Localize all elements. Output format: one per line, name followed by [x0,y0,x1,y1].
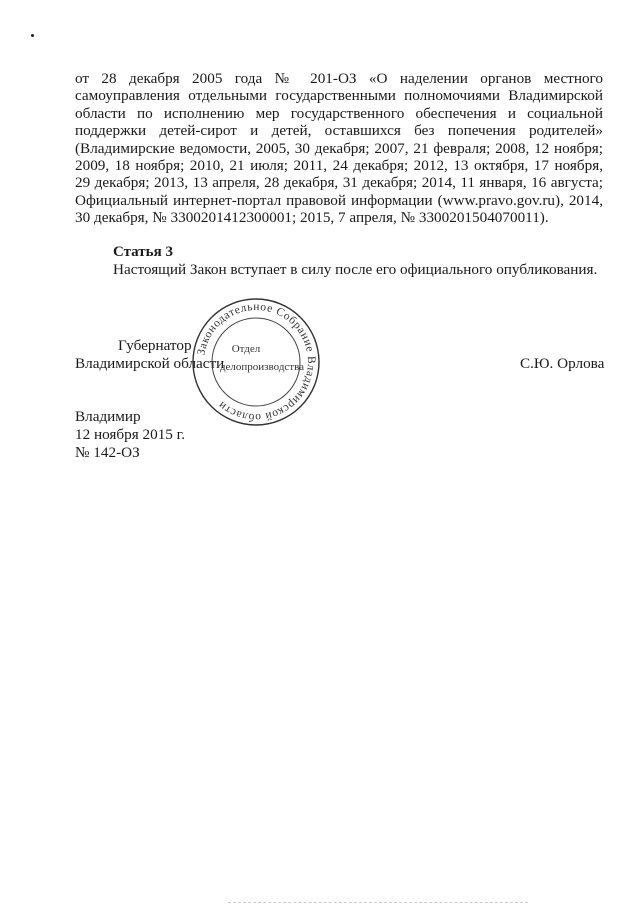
paragraph-line: Официальный интернет-портал правовой информации (www.pravo.gov.ru), 2014, [75,191,603,209]
paragraph-line: (Владимирские ведомости, 2005, 30 декабря; 2007, 21 февраля; 2008, 12 ноября; [75,139,603,157]
city: Владимир [75,408,141,425]
scan-speck [31,34,34,37]
paragraph-line: 29 декабря; 2013, 13 апреля, 28 декабря, 31 декабря; 2014, 11 января, 16 августа; [75,174,603,192]
office-stamp [190,296,322,428]
signatory-region: Владимирской области [75,355,225,372]
paragraph-line: поддержки детей-сирот и детей, оставшихся без попечения родителей» [75,122,603,140]
paragraph-line: 30 декабря, № 3300201412300001; 2015, 7 апреля, № 3300201504070011). [75,209,549,227]
article-title: Статья 3 [113,244,173,260]
place-date-block [75,408,185,462]
stamp-center-line1: Отдел [231,343,261,355]
stamp-ring-text: Законодательное Собрание Владимирской области [195,300,318,424]
law-reference-paragraph [75,70,603,227]
signatory-name: С.Ю. Орлова [520,355,605,372]
scan-edge-mark [228,902,528,904]
law-number: № 142-ОЗ [75,444,140,461]
paragraph-line: от 28 декабря 2005 года № 201-ОЗ «О наделении органов местного [75,70,603,87]
signing-date: 12 ноября 2015 г. [75,426,185,443]
stamp-center-line2: делопроизводства [219,361,305,373]
signatory-title: Губернатор [118,337,192,354]
article-text: Настоящий Закон вступает в силу после его официального опубликования. [113,261,598,278]
paragraph-line: области по исполнению мер государственного обеспечения и социальной [75,104,603,122]
paragraph-line: 2009, 18 ноября; 2010, 21 июля; 2011, 24 декабря; 2012, 13 октября, 17 ноября, [75,157,603,175]
paragraph-line: самоуправления отдельными государственными полномочиями Владимирской [75,87,603,105]
